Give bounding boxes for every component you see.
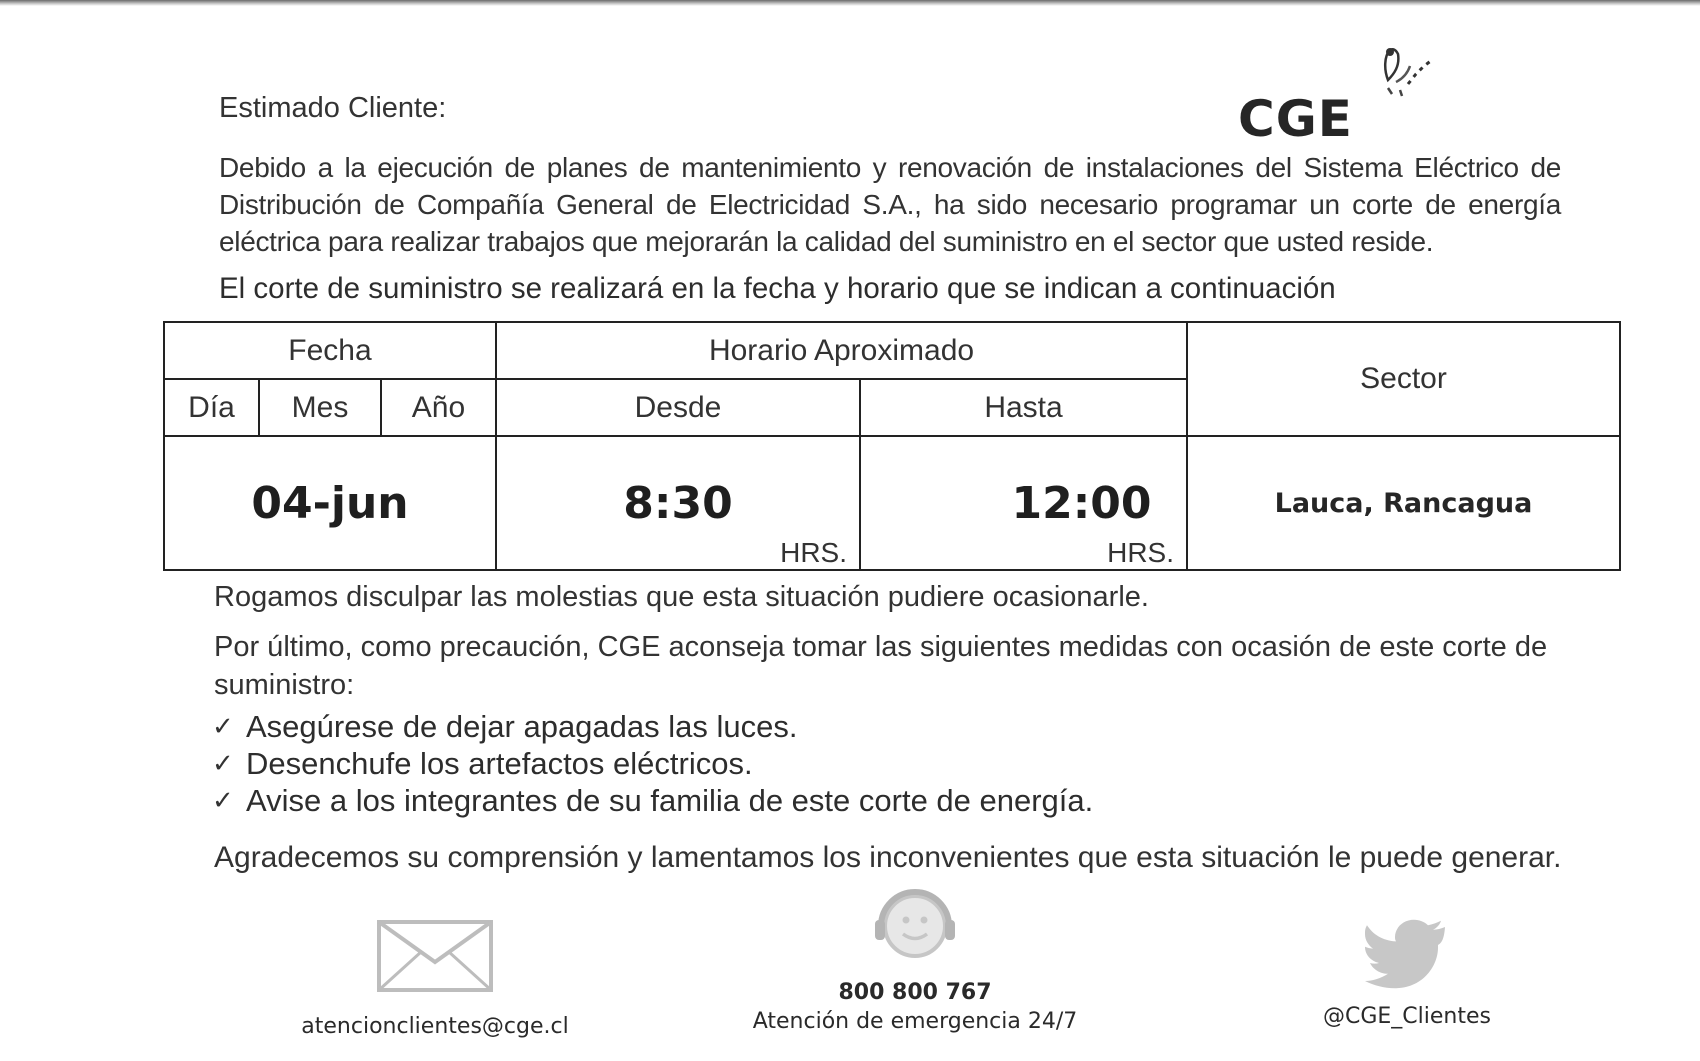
sector-value: Lauca, Rancagua bbox=[1274, 488, 1533, 519]
twitter-bird-icon bbox=[1365, 918, 1449, 990]
greeting: Estimado Cliente: bbox=[219, 92, 447, 124]
hasta-header: Hasta bbox=[860, 379, 1187, 436]
twitter-contact bbox=[1292, 918, 1522, 1029]
scan-edge bbox=[0, 0, 1700, 6]
desde-header: Desde bbox=[496, 379, 860, 436]
intro-paragraph: Debido a la ejecución de planes de mantenimiento y renovación de instalaciones del Sistema Eléctrico de Distribución de Compañía General de Electricidad S.A., ha sido necesario programar un corte de energía eléctrica para realizar trabajos que mejorarán la calidad del suministro en el sector que usted reside. bbox=[219, 152, 1561, 257]
phone-text: Atención de emergencia 24/7 bbox=[752, 1009, 1078, 1034]
fecha-value: 04-jun bbox=[251, 477, 409, 529]
hasta-value: 12:00 bbox=[1011, 477, 1152, 529]
list-item bbox=[212, 708, 1093, 745]
desde-value: 8:30 bbox=[623, 477, 733, 529]
butterfly-icon bbox=[1374, 44, 1464, 114]
measure-text: Avise a los integrantes de su familia de este corte de energía. bbox=[246, 783, 1094, 818]
headset-icon bbox=[865, 880, 965, 970]
measure-text: Desenchufe los artefactos eléctricos. bbox=[246, 746, 753, 781]
lead-sentence: El corte de suministro se realizará en la fecha y horario que se indican a continuación bbox=[219, 272, 1336, 305]
fecha-header: Fecha bbox=[164, 322, 496, 379]
precaution-text: Por último, como precaución, CGE aconseja tomar las siguientes medidas con ocasión de este corte de suministro: bbox=[214, 631, 1548, 701]
email-contact bbox=[285, 918, 585, 1039]
checkmark-icon: ✓ bbox=[212, 711, 234, 741]
measures-list bbox=[212, 708, 1093, 819]
dia-header: Día bbox=[164, 379, 259, 436]
desde-hrs-label: HRS. bbox=[780, 537, 847, 568]
fecha-value-cell bbox=[164, 436, 496, 570]
phone-contact bbox=[745, 880, 1085, 1034]
twitter-handle: @CGE_Clientes bbox=[1323, 1004, 1491, 1029]
list-item bbox=[212, 745, 1093, 782]
hasta-value-cell bbox=[860, 436, 1187, 570]
logo-text: CGE bbox=[1238, 90, 1353, 148]
sector-value-cell bbox=[1187, 436, 1620, 570]
checkmark-icon: ✓ bbox=[212, 785, 234, 815]
hasta-hrs-label: HRS. bbox=[1107, 537, 1174, 568]
apology-text: Rogamos disculpar las molestias que esta situación pudiere ocasionarle. bbox=[214, 581, 1149, 613]
horario-header: Horario Aproximado bbox=[496, 322, 1187, 379]
list-item bbox=[212, 782, 1093, 819]
envelope-icon bbox=[375, 918, 495, 994]
mes-header: Mes bbox=[259, 379, 381, 436]
checkmark-icon: ✓ bbox=[212, 748, 234, 778]
outage-schedule-table bbox=[163, 321, 1621, 571]
phone-number: 800 800 767 bbox=[838, 980, 992, 1005]
closing-text: Agradecemos su comprensión y lamentamos los inconvenientes que esta situación le puede generar. bbox=[214, 841, 1562, 874]
sector-header: Sector bbox=[1187, 322, 1620, 436]
measure-text: Asegúrese de dejar apagadas las luces. bbox=[246, 709, 798, 744]
email-text: atencionclientes@cge.cl bbox=[301, 1014, 569, 1039]
anio-header: Año bbox=[381, 379, 496, 436]
cge-logo bbox=[1238, 44, 1468, 154]
desde-value-cell bbox=[496, 436, 860, 570]
